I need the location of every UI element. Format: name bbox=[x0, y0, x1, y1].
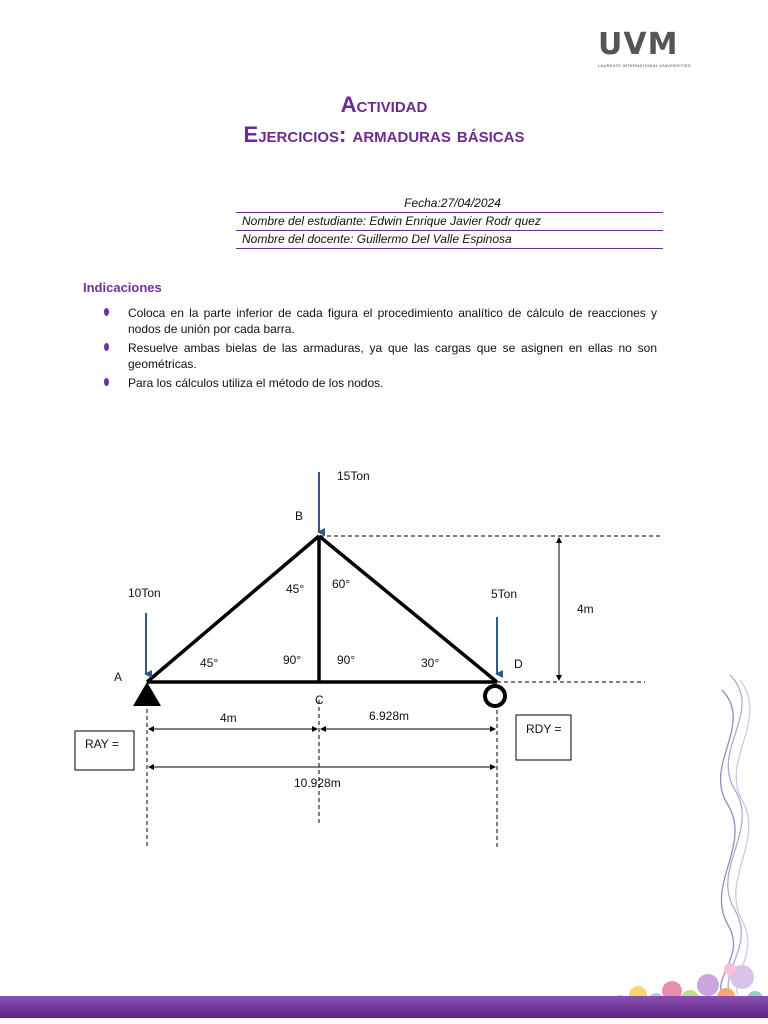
indicaciones-list bbox=[104, 305, 657, 394]
load-label-a: 10Ton bbox=[128, 586, 161, 600]
node-label-b: B bbox=[295, 509, 304, 523]
node-label-d: D bbox=[514, 657, 523, 671]
fecha-text: Fecha:27/04/2024 bbox=[404, 196, 501, 210]
angle-c-left: 90° bbox=[283, 653, 302, 667]
list-item bbox=[104, 305, 657, 337]
bullet-icon bbox=[104, 378, 109, 386]
reaction-label-a: RAY = bbox=[85, 737, 119, 751]
angle-b-left: 45° bbox=[286, 582, 305, 596]
teacher-name: Nombre del docente: Guillermo Del Valle Espinosa bbox=[242, 232, 512, 246]
footer-bar bbox=[0, 996, 768, 1018]
page-title: Actividad bbox=[340, 92, 428, 117]
bullet-icon bbox=[104, 308, 109, 316]
decorative-ribbons bbox=[680, 670, 768, 1000]
logo-subtitle: LAUREATE INTERNATIONAL UNIVERSITIES bbox=[598, 63, 691, 68]
pin-support-icon bbox=[133, 682, 161, 706]
dim-label-total: 10.928m bbox=[294, 776, 341, 790]
angle-a: 45° bbox=[200, 656, 219, 670]
list-item bbox=[104, 340, 657, 372]
roller-support-icon bbox=[485, 686, 505, 706]
angle-b-right: 60° bbox=[332, 577, 351, 591]
indicaciones-heading: Indicaciones bbox=[83, 280, 162, 295]
fecha-line bbox=[236, 196, 663, 213]
dim-label-cd: 6.928m bbox=[369, 709, 410, 723]
page-subtitle: Ejercicios: armaduras básicas bbox=[243, 122, 525, 147]
node-label-c: C bbox=[315, 693, 324, 707]
logo-text: UVM bbox=[598, 27, 679, 62]
list-item bbox=[104, 375, 657, 391]
angle-d: 30° bbox=[421, 656, 440, 670]
student-line bbox=[236, 214, 663, 231]
uvm-logo bbox=[598, 27, 691, 70]
truss-diagram bbox=[0, 440, 768, 860]
dim-label-ac: 4m bbox=[220, 711, 237, 725]
load-label-d: 5Ton bbox=[491, 587, 518, 601]
node-label-a: A bbox=[114, 670, 123, 684]
list-item-text: Coloca en la parte inferior de cada figura el procedimiento analítico de cálculo de reacciones y nodos de unión por cada barra. bbox=[128, 306, 657, 336]
angle-c-right: 90° bbox=[337, 653, 356, 667]
student-name: Nombre del estudiante: Edwin Enrique Javier Rodr quez bbox=[242, 214, 541, 228]
reaction-label-d: RDY = bbox=[526, 722, 562, 736]
list-item-text: Para los cálculos utiliza el método de los nodos. bbox=[128, 376, 384, 390]
teacher-line bbox=[236, 232, 663, 249]
load-label-b: 15Ton bbox=[337, 469, 370, 483]
dashed-guides bbox=[147, 536, 660, 848]
height-label: 4m bbox=[577, 602, 594, 616]
list-item-text: Resuelve ambas bielas de las armaduras, ya que las cargas que se asignen en ellas no son geométricas. bbox=[128, 341, 657, 371]
bullet-icon bbox=[104, 343, 109, 351]
